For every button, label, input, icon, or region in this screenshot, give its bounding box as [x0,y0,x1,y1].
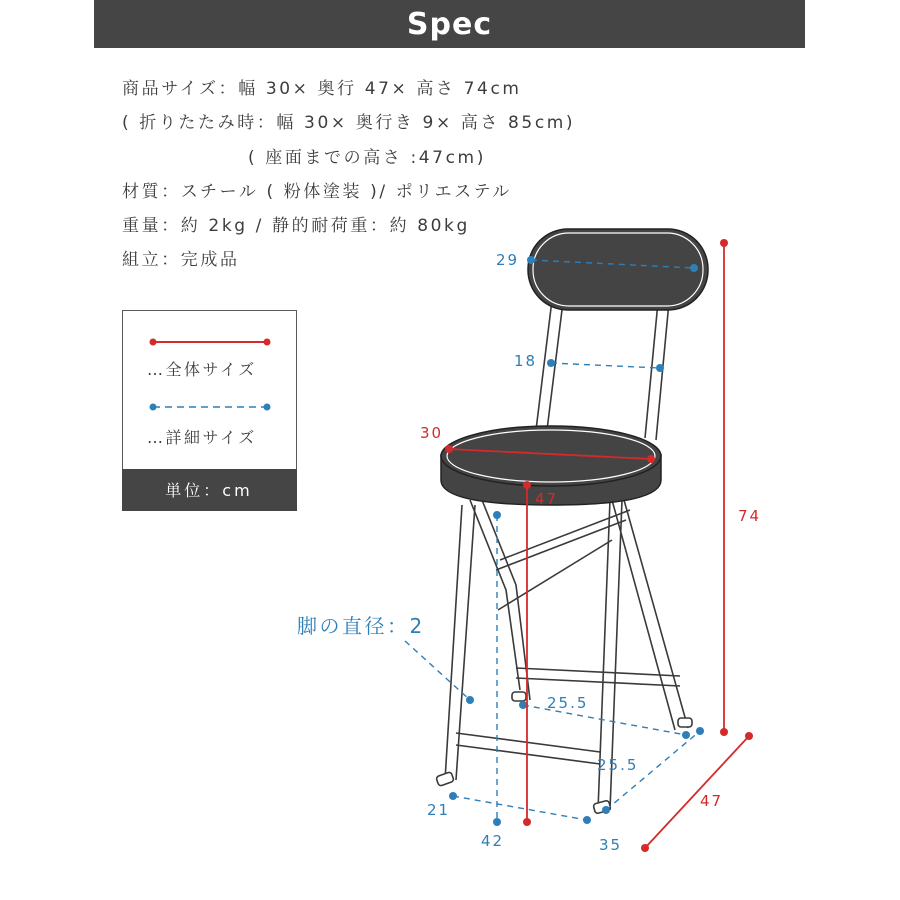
dim-base-depth: 35 [599,836,623,854]
legend-unit: 単位：cm [122,469,297,511]
legend-overall-label: …全体サイズ [147,360,257,379]
spec-assembly: 組立：完成品 [122,250,240,270]
dim-total-depth: 47 [700,792,724,810]
dim-front-height: 42 [481,832,505,850]
leg-diameter-note: 脚の直径：2 [297,614,425,638]
chair-frame [445,300,688,810]
dim-total-height: 74 [738,507,762,525]
dim-backrest-width: 29 [496,251,520,269]
dim-seat-width: 30 [420,424,444,442]
dim-back-frame-width: 18 [514,352,538,370]
spec-seat-height: ( 座面までの高さ :47cm) [248,148,486,168]
dim-front-foot-width: 21 [427,801,451,819]
spec-material: 材質：スチール ( 粉体塗装 )/ ポリエステル [122,182,512,202]
detail-dimension-lines [405,260,700,822]
dim-rear-foot-width: 25.5 [547,694,589,712]
spec-weight: 重量：約 2kg / 静的耐荷重：約 80kg [122,216,470,236]
page-title: Spec [406,6,493,42]
backrest [528,229,708,310]
dim-side-foot-depth: 25.5 [597,756,639,774]
dim-seat-height: 47 [535,490,559,508]
spec-folded-size: ( 折りたたみ時：幅 30× 奥行き 9× 高さ 85cm) [122,113,576,133]
legend-detail-label: …詳細サイズ [147,428,257,447]
spec-size: 商品サイズ：幅 30× 奥行 47× 高さ 74cm [122,79,522,99]
